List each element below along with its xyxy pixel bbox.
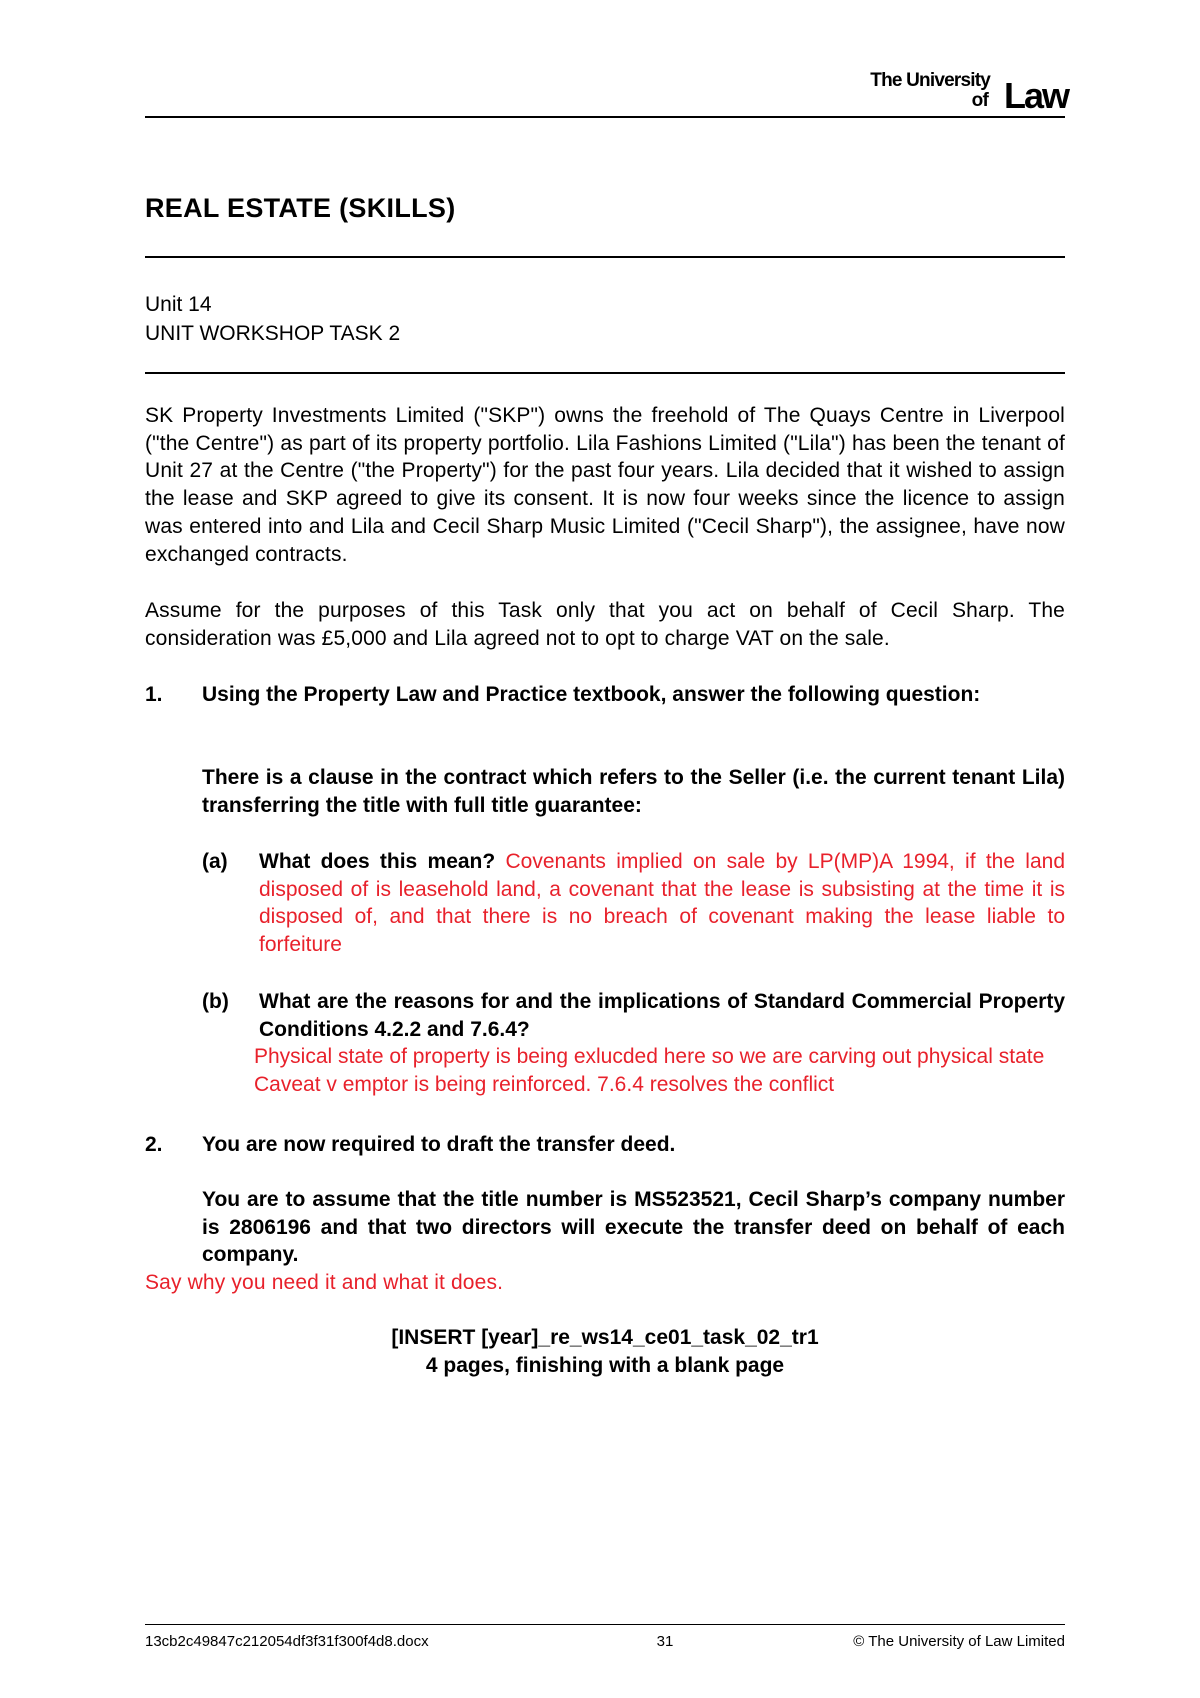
question-1b-answer	[254, 1043, 1065, 1098]
insert-line-2: 4 pages, finishing with a blank page	[425, 1353, 785, 1377]
question-2-text: You are now required to draft the transfer deed.	[202, 1133, 676, 1156]
question-2-number: 2.	[145, 1133, 163, 1156]
insert-block	[145, 1324, 1065, 1379]
question-1b-question: What are the reasons for and the implications of Standard Commercial Property Conditions 4.2.2 and 7.6.4?	[259, 990, 1065, 1041]
question-1b-answer-2: Caveat v emptor is being reinforced. 7.6.4 resolves the conflict	[254, 1072, 835, 1096]
footer-page-number: 31	[656, 1633, 674, 1650]
question-1b-label: (b)	[202, 990, 229, 1013]
footer-filename: 13cb2c49847c212054df3f31f300f4d8.docx	[145, 1633, 429, 1650]
page-title: REAL ESTATE (SKILLS)	[145, 193, 456, 223]
question-1a-answer: Covenants implied on sale by LP(MP)A 1994, if the land disposed of is leasehold land, a covenant that the lease is subsisting at the time it is disposed of, and that there is no breach of covenant making the lease liable to forfeiture	[259, 850, 1066, 957]
question-1	[145, 681, 1065, 709]
question-2-assume	[145, 1186, 1065, 1269]
insert-line-1: [INSERT [year]_re_ws14_ce01_task_02_tr1	[391, 1326, 819, 1349]
footer-rule	[145, 1624, 1065, 1625]
unit-number: Unit 14	[145, 293, 212, 316]
question-1-clause	[145, 764, 1065, 819]
question-1b	[202, 988, 1065, 1043]
title-rule	[145, 256, 1065, 258]
question-2-assume-text: You are to assume that the title number is MS523521, Cecil Sharp’s company number is 2806196 and that two directors will execute the transfer deed on behalf of each company.	[202, 1188, 1065, 1267]
question-2-note: Say why you need it and what it does.	[145, 1271, 504, 1294]
header-rule	[145, 116, 1065, 118]
university-of-law-logo	[858, 66, 1068, 116]
logo-line1: The University	[870, 70, 990, 91]
unit-heading	[145, 290, 400, 348]
question-1a-label: (a)	[202, 850, 228, 873]
question-1-text: Using the Property Law and Practice textbook, answer the following question:	[202, 683, 981, 706]
question-1a	[202, 848, 1065, 959]
question-1b-answer-1: Physical state of property is being exlucded here so we are carving out physical state	[254, 1045, 1045, 1068]
question-1a-question: What does this mean?	[259, 850, 496, 873]
question-2	[145, 1131, 1065, 1159]
intro-paragraph-2: Assume for the purposes of this Task only that you act on behalf of Cecil Sharp. The consideration was £5,000 and Lila agreed not to opt to charge VAT on the sale.	[145, 599, 1065, 650]
logo-law: Law	[1003, 75, 1068, 116]
question-1-clause-text: There is a clause in the contract which refers to the Seller (i.e. the current tenant Lila) transferring the title with full title guarantee:	[202, 766, 1065, 817]
question-1a-content	[259, 848, 1065, 959]
unit-task: UNIT WORKSHOP TASK 2	[145, 322, 401, 345]
footer-copyright: © The University of Law Limited	[853, 1633, 1065, 1650]
unit-rule	[145, 372, 1065, 374]
question-1-number: 1.	[145, 683, 163, 706]
logo-line2: of	[971, 90, 988, 111]
intro-paragraph-1: SK Property Investments Limited ("SKP") owns the freehold of The Quays Centre in Liverpool ("the Centre") as part of its property portfolio. Lila Fashions Limited ("Lila") has been the tenant of Unit 27 at the Centre ("the Property") for the past four years. Lila decided that it wished to assign the lease and SKP agreed to give its consent. It is now four weeks since the licence to assign was entered into and Lila and Cecil Sharp Music Limited ("Cecil Sharp"), the assignee, have now exchanged contracts.	[145, 404, 1065, 566]
